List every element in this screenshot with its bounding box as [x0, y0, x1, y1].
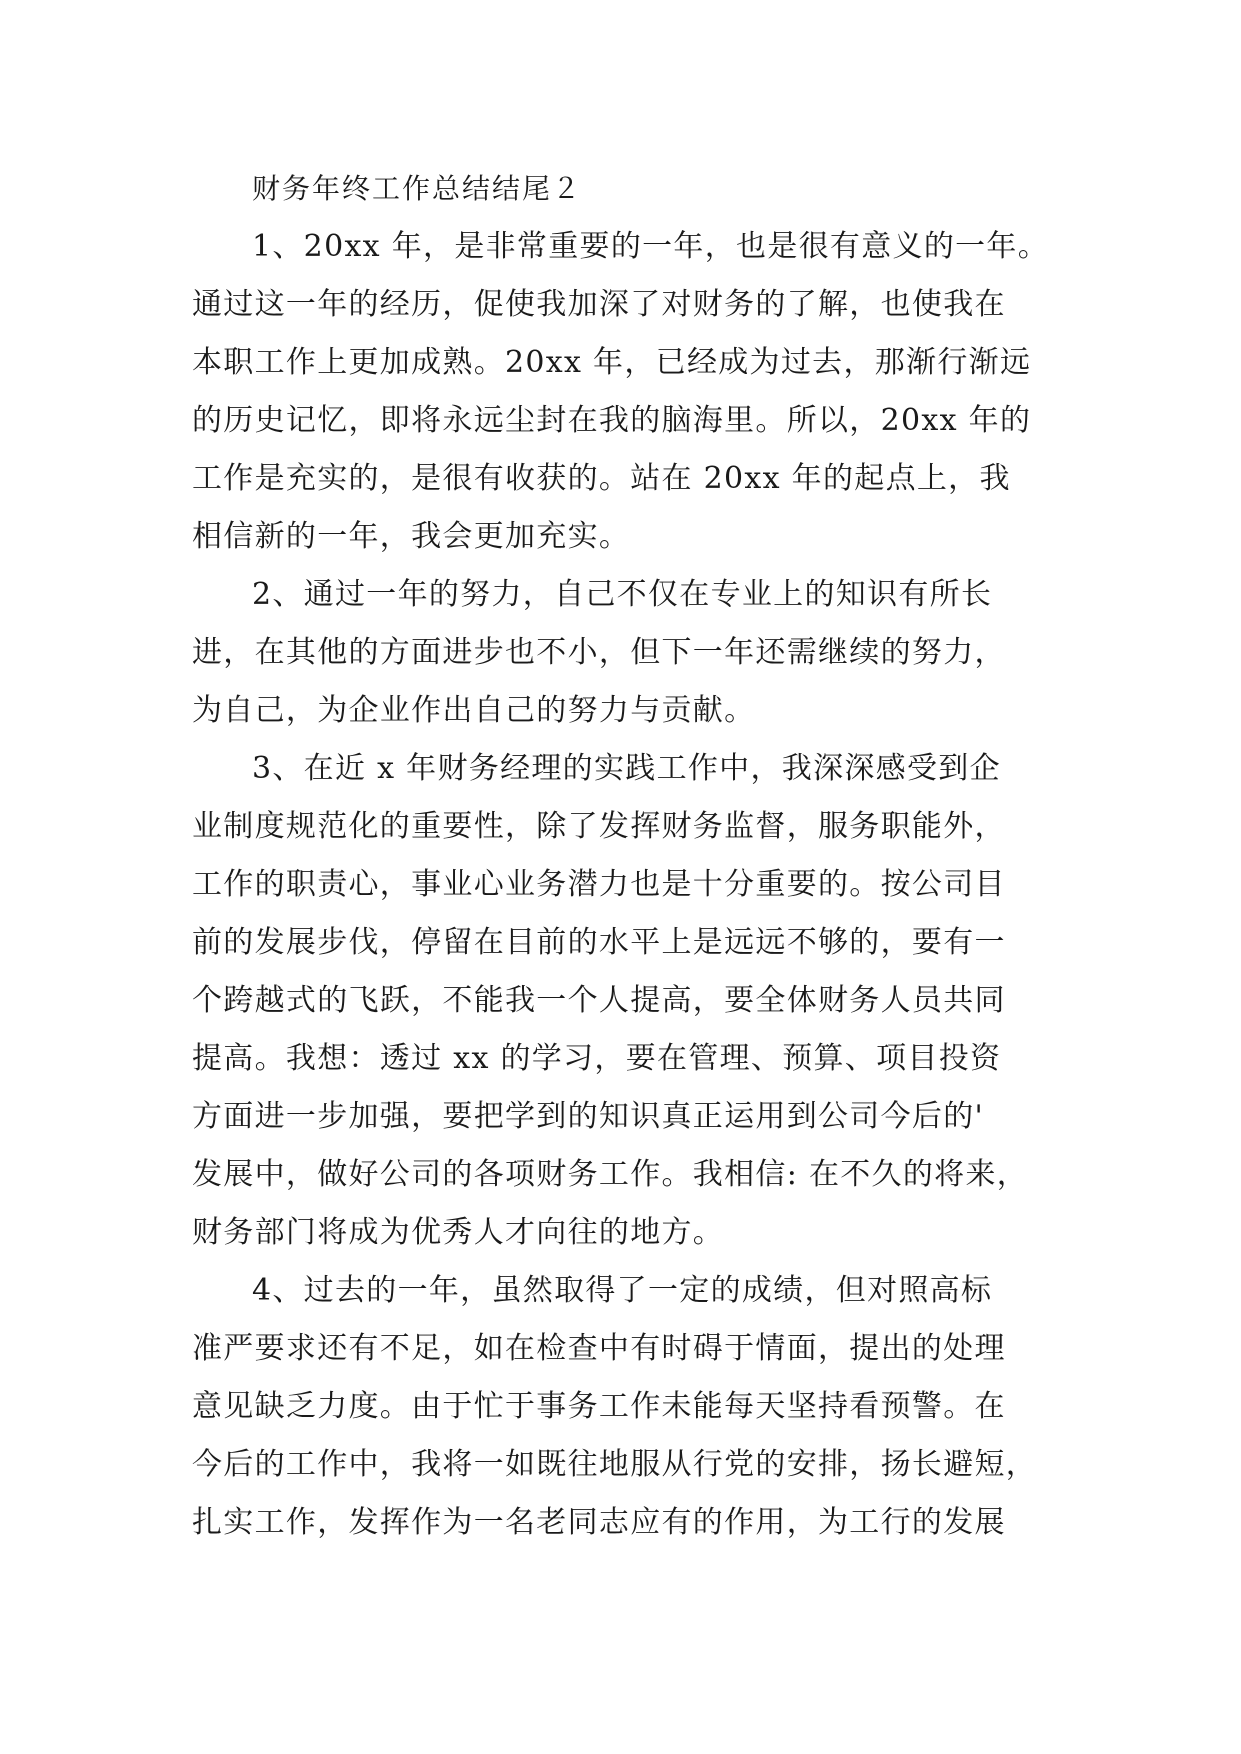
paragraph-line: 的历史记忆，即将永远尘封在我的脑海里。所以，20xx 年的: [192, 403, 1032, 438]
paragraph-line: 通过这一年的经历，促使我加深了对财务的了解，也使我在: [192, 287, 1006, 322]
paragraph-line: 工作是充实的，是很有收获的。站在 20xx 年的起点上，我: [192, 461, 1011, 496]
paragraph-line: 工作的职责心，事业心业务潜力也是十分重要的。按公司目: [192, 867, 1006, 902]
paragraph-line: 2、通过一年的努力，自己不仅在专业上的知识有所长: [252, 577, 993, 612]
paragraph-2: [192, 566, 1052, 740]
paragraph-4: [192, 1262, 1052, 1552]
paragraph-line: 业制度规范化的重要性，除了发挥财务监督，服务职能外，: [192, 809, 1006, 844]
paragraph-line: 相信新的一年，我会更加充实。: [192, 519, 631, 554]
paragraph-line: 3、在近 x 年财务经理的实践工作中，我深深感受到企: [252, 751, 1001, 786]
paragraph-line: 为自己，为企业作出自己的努力与贡献。: [192, 693, 756, 728]
paragraph-3: [192, 740, 1052, 1262]
paragraph-line: 1、20xx 年，是非常重要的一年，也是很有意义的一年。: [252, 229, 1050, 264]
paragraph-line: 前的发展步伐，停留在目前的水平上是远远不够的，要有一: [192, 925, 1006, 960]
paragraph-line: 准严要求还有不足，如在检查中有时碍于情面，提出的处理: [192, 1331, 1006, 1366]
document-title: 财务年终工作总结结尾２: [252, 172, 583, 205]
paragraph-line: 4、过去的一年，虽然取得了一定的成绩，但对照高标: [252, 1273, 993, 1308]
paragraph-line: 发展中，做好公司的各项财务工作。我相信: 在不久的将来，: [192, 1157, 1029, 1192]
paragraph-line: 提高。我想：透过 xx 的学习，要在管理、预算、项目投资: [192, 1041, 1002, 1076]
paragraph-line: 意见缺乏力度。由于忙于事务工作未能每天坚持看预警。在: [192, 1389, 1006, 1424]
paragraph-line: 今后的工作中，我将一如既往地服从行党的安排，扬长避短，: [192, 1447, 1038, 1482]
document-body: [192, 160, 1052, 1552]
paragraph-line: 方面进一步加强，要把学到的知识真正运用到公司今后的': [192, 1099, 985, 1134]
paragraph-1: [192, 218, 1052, 566]
paragraph-line: 个跨越式的飞跃，不能我一个人提高，要全体财务人员共同: [192, 983, 1006, 1018]
paragraph-line: 本职工作上更加成熟。20xx 年，已经成为过去，那渐行渐远: [192, 345, 1032, 380]
paragraph-line: 财务部门将成为优秀人才向往的地方。: [192, 1215, 725, 1250]
paragraph-line: 进，在其他的方面进步也不小，但下一年还需继续的努力，: [192, 635, 1006, 670]
paragraph-line: 扎实工作，发挥作为一名老同志应有的作用，为工行的发展: [192, 1505, 1006, 1540]
